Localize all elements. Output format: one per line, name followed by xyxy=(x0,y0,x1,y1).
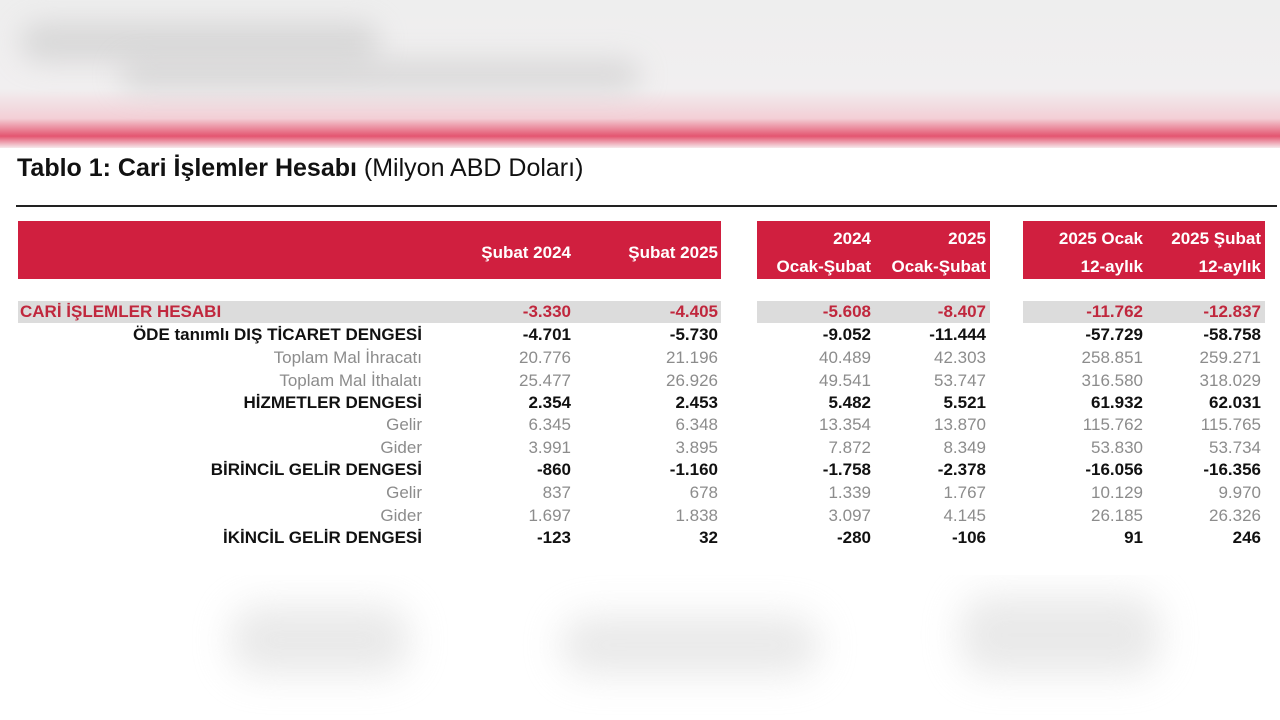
table-cell: 6.348 xyxy=(675,415,718,434)
column-header: Şubat 2025 xyxy=(628,243,718,262)
table-cell: -11.762 xyxy=(1086,302,1143,321)
table-cell: 318.029 xyxy=(1199,371,1261,390)
table-cell: 21.196 xyxy=(666,348,718,367)
table-cell: 1.339 xyxy=(828,483,871,502)
column-header-line2: Ocak-Şubat xyxy=(891,257,986,276)
title-divider xyxy=(16,205,1277,207)
row-label: Gelir xyxy=(386,483,422,502)
table-cell: -16.056 xyxy=(1085,460,1143,479)
table-cell: -123 xyxy=(536,528,571,547)
column-header-line2: 12-aylık xyxy=(1198,257,1261,276)
table-cell: -4.701 xyxy=(522,325,571,344)
table-cell: 1.767 xyxy=(943,483,986,502)
table-cell: 26.185 xyxy=(1091,506,1143,525)
table-cell: 10.129 xyxy=(1091,483,1143,502)
table-cell: 62.031 xyxy=(1209,393,1261,412)
table-cell: 26.926 xyxy=(666,371,718,390)
blurred-header-background xyxy=(0,0,1280,148)
table-cell: 42.303 xyxy=(934,348,986,367)
table-cell: 4.145 xyxy=(943,506,986,525)
table-cell: 8.349 xyxy=(943,438,986,457)
table-cell: -12.837 xyxy=(1203,302,1261,321)
table-cell: -57.729 xyxy=(1085,325,1143,344)
table-cell: -11.444 xyxy=(929,325,986,344)
table-cell: 115.762 xyxy=(1082,415,1143,434)
column-header-line1: 2025 Ocak xyxy=(1058,229,1143,248)
table-cell: 246 xyxy=(1232,528,1261,547)
table-cell: 25.477 xyxy=(519,371,571,390)
table-cell: 26.326 xyxy=(1209,506,1261,525)
table-cell: -1.160 xyxy=(669,460,718,479)
table-cell: 40.489 xyxy=(819,348,871,367)
table-cell: 53.734 xyxy=(1209,438,1261,457)
table-cell: 2.354 xyxy=(528,393,571,412)
table-cell: 61.932 xyxy=(1091,393,1143,412)
table-cell: -5.730 xyxy=(669,325,718,344)
table-cell: 9.970 xyxy=(1218,483,1261,502)
row-label: Toplam Mal İhracatı xyxy=(273,348,422,367)
table-cell: 259.271 xyxy=(1199,348,1261,367)
table-cell: 91 xyxy=(1124,528,1143,547)
table-cell: 678 xyxy=(689,483,718,502)
table-cell: 1.838 xyxy=(675,506,718,525)
table-cell: 258.851 xyxy=(1081,348,1143,367)
row-label: Gider xyxy=(380,438,422,457)
column-header-line2: Ocak-Şubat xyxy=(776,257,871,276)
table-cell: -280 xyxy=(836,528,871,547)
table-cell: 115.765 xyxy=(1200,415,1261,434)
table-cell: -106 xyxy=(951,528,986,547)
table-cell: -16.356 xyxy=(1203,460,1261,479)
table-cell: 53.830 xyxy=(1091,438,1143,457)
table-cell: -4.405 xyxy=(669,302,718,321)
column-header-line1: 2025 Şubat xyxy=(1171,229,1261,248)
column-header-line1: 2024 xyxy=(833,229,871,248)
table-cell: 7.872 xyxy=(828,438,871,457)
table-title-main: Tablo 1: Cari İşlemler Hesabı xyxy=(17,154,357,182)
row-label: Toplam Mal İthalatı xyxy=(279,371,422,390)
row-label: HİZMETLER DENGESİ xyxy=(243,393,422,412)
table-cell: -5.608 xyxy=(822,302,871,321)
column-header-line1: 2025 xyxy=(948,229,986,248)
table-cell: 1.697 xyxy=(528,506,571,525)
table-cell: 53.747 xyxy=(934,371,986,390)
row-label: CARİ İŞLEMLER HESABI xyxy=(20,302,222,321)
table-title-unit: (Milyon ABD Doları) xyxy=(363,154,584,182)
column-header-line2: 12-aylık xyxy=(1080,257,1143,276)
column-header: Şubat 2024 xyxy=(481,243,571,262)
table-cell: 3.895 xyxy=(675,438,718,457)
table-cell: -3.330 xyxy=(522,302,571,321)
blurred-footer-background xyxy=(0,575,1280,720)
table-cell: 13.354 xyxy=(819,415,871,434)
row-label: Gider xyxy=(380,506,422,525)
table-title xyxy=(17,154,583,183)
table-cell: 5.521 xyxy=(943,393,986,412)
table-cell: 49.541 xyxy=(819,371,871,390)
table-cell: 5.482 xyxy=(828,393,871,412)
row-label: BİRİNCİL GELİR DENGESİ xyxy=(210,460,422,479)
table-cell: 6.345 xyxy=(528,415,571,434)
table-cell: -58.758 xyxy=(1203,325,1261,344)
row-label: İKİNCİL GELİR DENGESİ xyxy=(223,528,422,547)
table-cell: 316.580 xyxy=(1081,371,1143,390)
row-label: ÖDE tanımlı DIŞ TİCARET DENGESİ xyxy=(132,325,422,344)
table-cell: 20.776 xyxy=(519,348,571,367)
table-cell: -1.758 xyxy=(822,460,871,479)
table-cell: -2.378 xyxy=(937,460,986,479)
table-cell: 2.453 xyxy=(675,393,718,412)
header-bar-label-monthly xyxy=(18,221,721,279)
table-cell: -9.052 xyxy=(822,325,871,344)
row-label: Gelir xyxy=(386,415,422,434)
table-cell: 3.097 xyxy=(828,506,871,525)
table-cell: 3.991 xyxy=(528,438,571,457)
table-cell: 837 xyxy=(542,483,571,502)
table-cell: -8.407 xyxy=(937,302,986,321)
table-cell: -860 xyxy=(536,460,571,479)
table-cell: 32 xyxy=(699,528,718,547)
table-cell: 13.870 xyxy=(934,415,986,434)
